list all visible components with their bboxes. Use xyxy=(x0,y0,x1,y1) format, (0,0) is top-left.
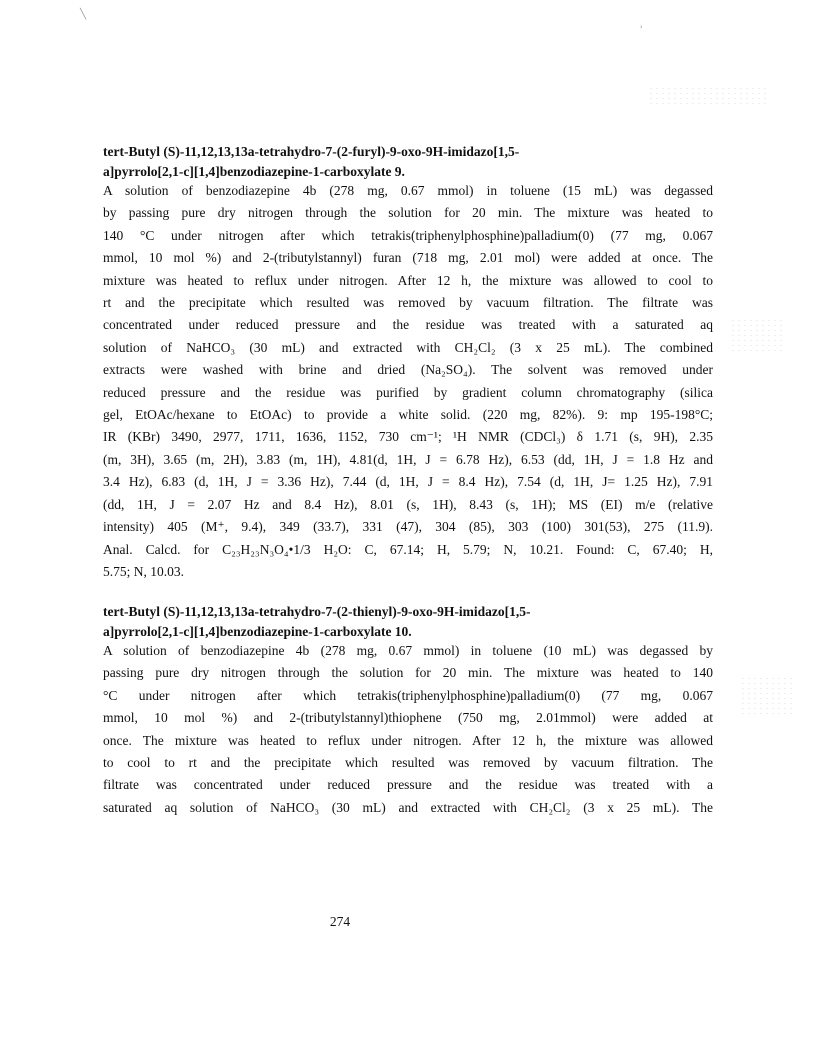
paragraph-line: A solution of benzodiazepine 4b (278 mg, 0.67 mmol) in toluene (10 mL) was degassed by xyxy=(103,643,713,658)
paragraph-line: A solution of benzodiazepine 4b (278 mg, 0.67 mmol) in toluene (15 mL) was degassed xyxy=(103,183,713,198)
paragraph-line: 3.4 Hz), 6.83 (d, 1H, J = 3.36 Hz), 7.44 (d, 1H, J = 8.4 Hz), 7.54 (d, 1H, J= 1.25 Hz), 7.91 xyxy=(103,474,713,490)
paragraph-line: mixture was heated to reflux under nitrogen. After 12 h, the mixture was allowed to cool to xyxy=(103,272,713,288)
compound-heading xyxy=(103,602,703,642)
paragraph-line: gel, EtOAc/hexane to EtOAc) to provide a white solid. (220 mg, 82%). 9: mp 195-198°C; xyxy=(103,407,713,423)
paragraph-line: by passing pure dry nitrogen through the solution for 20 min. The mixture was heated to xyxy=(103,205,713,221)
heading-line: tert-Butyl (S)-11,12,13,13a-tetrahydro-7-(2-furyl)-9-oxo-9H-imidazo[1,5- xyxy=(103,144,520,159)
heading-line: a]pyrrolo[2,1-c][1,4]benzodiazepine-1-carboxylate 9. xyxy=(103,164,405,179)
paragraph-line: IR (KBr) 3490, 2977, 1711, 1636, 1152, 730 cm⁻¹; ¹H NMR (CDCl₃) δ 1.71 (s, 9H), 2.35 xyxy=(103,429,713,445)
heading-line: tert-Butyl (S)-11,12,13,13a-tetrahydro-7-(2-thienyl)-9-oxo-9H-imidazo[1,5- xyxy=(103,604,531,619)
heading-line: a]pyrrolo[2,1-c][1,4]benzodiazepine-1-carboxylate 10. xyxy=(103,624,412,639)
paragraph-line: once. The mixture was heated to reflux under nitrogen. After 12 h, the mixture was allowed xyxy=(103,732,713,748)
paragraph-line: to cool to rt and the precipitate which resulted was removed by vacuum filtration. The xyxy=(103,755,713,771)
scan-artifact: ╲ xyxy=(80,9,87,20)
paragraph-line: extracts were washed with brine and dried (Na₂SO₄). The solvent was removed under xyxy=(103,362,713,378)
paragraph-line: intensity) 405 (M⁺, 9.4), 349 (33.7), 331 (47), 304 (85), 303 (100) 301(53), 275 (11.9). xyxy=(103,519,713,535)
scan-noise xyxy=(648,86,768,108)
paragraph-line: (m, 3H), 3.65 (m, 2H), 3.83 (m, 1H), 4.81(d, 1H, J = 6.78 Hz), 6.53 (dd, 1H, J = 1.8 Hz and xyxy=(103,451,713,467)
procedure-paragraph xyxy=(103,640,713,819)
paragraph-line: 5.75; N, 10.03. xyxy=(103,563,184,579)
paragraph-line: reduced pressure and the residue was purified by gradient column chromatography (silica xyxy=(103,384,713,400)
scan-noise xyxy=(730,318,786,352)
scan-artifact: ʾ xyxy=(640,25,644,36)
procedure-paragraph xyxy=(103,180,713,583)
compound-heading xyxy=(103,142,703,182)
paragraph-line: solution of NaHCO₃ (30 mL) and extracted with CH₂Cl₂ (3 x 25 mL). The combined xyxy=(103,339,713,355)
paragraph-line: concentrated under reduced pressure and the residue was treated with a saturated aq xyxy=(103,317,713,333)
paragraph-line: 140 °C under nitrogen after which tetrakis(triphenylphosphine)palladium(0) (77 mg, 0.067 xyxy=(103,227,713,243)
paragraph-line: filtrate was concentrated under reduced pressure and the residue was treated with a xyxy=(103,777,713,793)
paragraph-line: rt and the precipitate which resulted was removed by vacuum filtration. The filtrate was xyxy=(103,295,713,311)
paragraph-line: mmol, 10 mol %) and 2-(tributylstannyl) furan (718 mg, 2.01 mol) were added at once. The xyxy=(103,250,713,266)
paragraph-line: saturated aq solution of NaHCO₃ (30 mL) and extracted with CH₂Cl₂ (3 x 25 mL). The xyxy=(103,799,713,815)
paragraph-line: (dd, 1H, J = 2.07 Hz and 8.4 Hz), 8.01 (s, 1H), 8.43 (s, 1H); MS (EI) m/e (relative xyxy=(103,496,713,512)
paragraph-line: passing pure dry nitrogen through the solution for 20 min. The mixture was heated to 140 xyxy=(103,665,713,681)
page-number: 274 xyxy=(329,914,351,929)
paragraph-line: °C under nitrogen after which tetrakis(triphenylphosphine)palladium(0) (77 mg, 0.067 xyxy=(103,687,713,703)
paragraph-line: mmol, 10 mol %) and 2-(tributylstannyl)thiophene (750 mg, 2.01mmol) were added at xyxy=(103,710,713,726)
paragraph-line: Anal. Calcd. for C₂₃H₂₃N₃O₄•1/3 H₂O: C, 67.14; H, 5.79; N, 10.21. Found: C, 67.40; H, xyxy=(103,541,713,557)
scan-noise xyxy=(740,676,792,716)
